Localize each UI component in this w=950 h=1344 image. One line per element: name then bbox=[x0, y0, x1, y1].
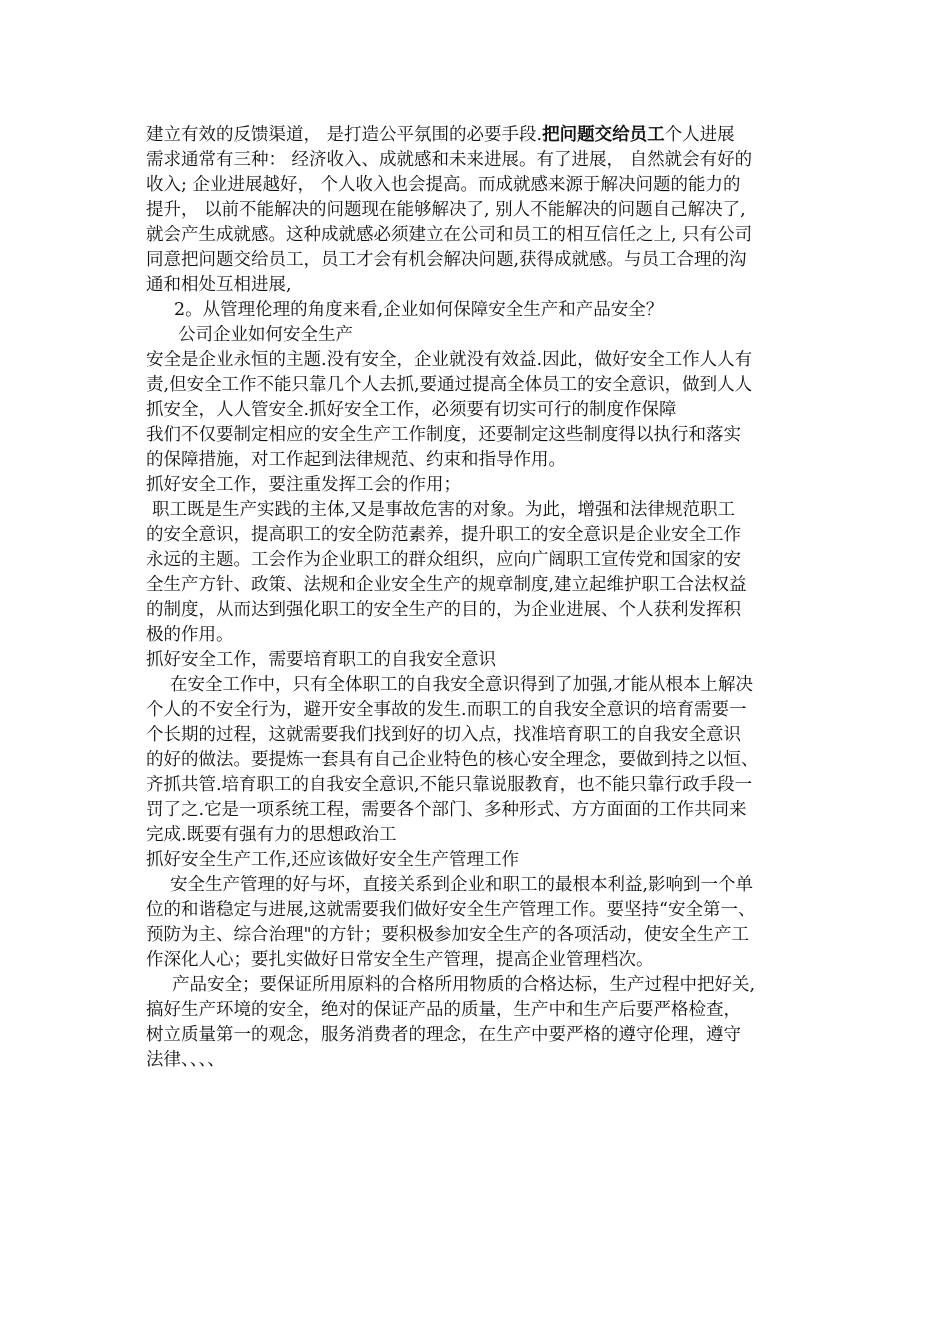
text-line: 收入; 企业进展越好， 个人收入也会提高。而成就感来源于解决问题的能力的 bbox=[146, 175, 741, 195]
text-line: 安全生产管理的好与坏，直接关系到企业和职工的最根本利益,影响到一个单 bbox=[170, 875, 754, 895]
text-line: 永远的主题。工会作为企业职工的群众组织，应向广阔职工宣传党和国家的安 bbox=[146, 550, 741, 570]
text-span: 个人进展 bbox=[664, 125, 735, 145]
text-line bbox=[146, 123, 735, 147]
text-line: 就会产生成就感。这种成就感必须建立在公司和员工的相互信任之上, 只有公司 bbox=[146, 225, 753, 245]
text-line: 预防为主、综合治理"的方针；要积极参加安全生产的各项活动，使安全生产工 bbox=[146, 925, 750, 945]
text-line: 个长期的过程，这就需要我们找到好的切入点，找准培育职工的自我安全意识 bbox=[146, 725, 741, 745]
text-line: 罚了之.它是一项系统工程，需要各个部门、多种形式、方方面面的工作共同来 bbox=[146, 800, 747, 820]
text-line: 同意把问题交给员工，员工才会有机会解决问题,获得成就感。与员工合理的沟 bbox=[146, 250, 747, 270]
text-line: 我们不仅要制定相应的安全生产工作制度，还要制定这些制度得以执行和落实 bbox=[146, 425, 741, 445]
text-line: 的保障措施，对工作起到法律规范、约束和指导作用。 bbox=[146, 450, 566, 470]
text-line: 在安全工作中，只有全体职工的自我安全意识得到了加强,才能从根本上解决 bbox=[170, 675, 754, 695]
subheading: 抓好安全工作，需要培育职工的自我安全意识 bbox=[146, 650, 496, 670]
text-line: 位的和谐稳定与进展,这就需要我们做好安全生产管理工作。要坚持“安全第一、 bbox=[146, 900, 756, 920]
text-line: 作深化人心；要扎实做好日常安全生产管理，提高企业管理档次。 bbox=[146, 950, 654, 970]
text-line: 齐抓共管.培育职工的自我安全意识,不能只靠说服教育，也不能只靠行政手段一 bbox=[146, 775, 753, 795]
section-heading: 公司企业如何安全生产 bbox=[178, 325, 353, 345]
subheading: 抓好安全工作，要注重发挥工会的作用； bbox=[146, 475, 461, 495]
text-line: 提升， 以前不能解决的问题现在能够解决了, 别人不能解决的问题自己解决了, bbox=[146, 200, 746, 220]
text-line: 安全是企业永恒的主题.没有安全，企业就没有效益.因此，做好安全工作人人有 bbox=[146, 350, 753, 370]
text-line: 产品安全；要保证所用原料的合格所用物质的合格达标，生产过程中把好关, bbox=[172, 975, 756, 995]
text-line: 的制度，从而达到强化职工的安全生产的目的，为企业进展、个人获利发挥积 bbox=[146, 600, 741, 620]
text-line: 搞好生产环境的安全，绝对的保证产品的质量，生产中和生产后要严格检查， bbox=[146, 1000, 741, 1020]
text-line: 个人的不安全行为，避开安全事故的发生.而职工的自我安全意识的培育需要一 bbox=[146, 700, 747, 720]
text-line: 通和相处互相进展, bbox=[146, 275, 292, 295]
text-line: 责,但安全工作不能只靠几个人去抓,要通过提高全体员工的安全意识，做到人人 bbox=[146, 375, 753, 395]
subheading: 抓好安全生产工作,还应该做好安全生产管理工作 bbox=[146, 850, 520, 870]
text-line: 全生产方针、政策、法规和企业安全生产的规章制度,建立起维护职工合法权益 bbox=[146, 575, 747, 595]
bold-phrase: 把问题交给员工 bbox=[542, 125, 665, 145]
text-line: 树立质量第一的观念，服务消费者的理念，在生产中要严格的遵守伦理，遵守 bbox=[146, 1025, 741, 1045]
text-line: 职工既是生产实践的主体,又是事故危害的对象。为此，增强和法律规范职工 bbox=[152, 500, 736, 520]
text-line: 极的作用。 bbox=[146, 625, 234, 645]
question-heading: 2。从管理伦理的角度来看,企业如何保障安全生产和产品安全？ bbox=[174, 300, 664, 320]
text-span: 建立有效的反馈渠道， 是打造公平氛围的必要手段. bbox=[146, 125, 543, 145]
text-line: 的好的做法。要提炼一套具有自己企业特色的核心安全理念，要做到持之以恒、 bbox=[146, 750, 759, 770]
text-line: 需求通常有三种： 经济收入、成就感和未来进展。有了进展， 自然就会有好的 bbox=[146, 150, 753, 170]
text-line: 完成.既要有强有力的思想政治工 bbox=[146, 825, 397, 845]
text-line: 抓安全，人人管安全.抓好安全工作，必须要有切实可行的制度作保障 bbox=[146, 400, 677, 420]
text-line: 法律、、、、 bbox=[146, 1050, 225, 1070]
text-line: 的安全意识，提高职工的安全防范素养，提升职工的安全意识是企业安全工作 bbox=[146, 525, 741, 545]
